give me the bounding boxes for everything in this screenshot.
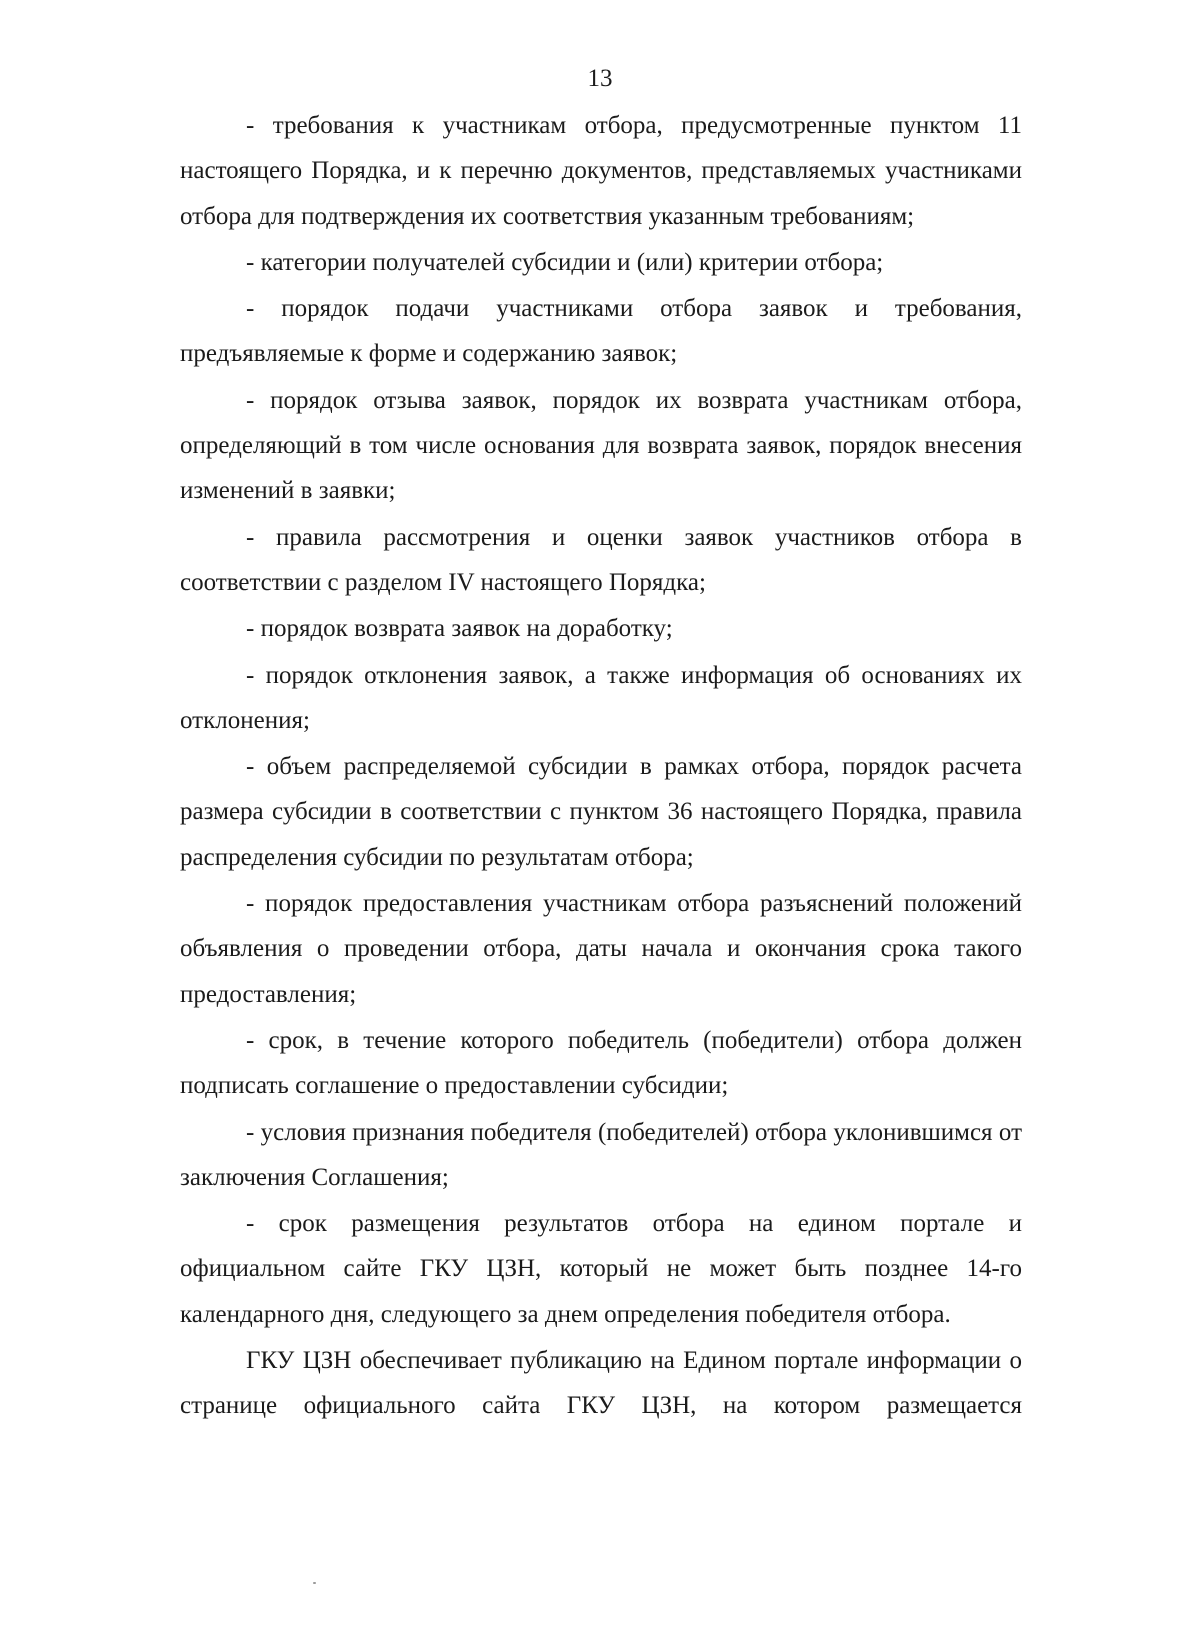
paragraph: ГКУ ЦЗН обеспечивает публикацию на Едином портале информации о странице официального сайта ГКУ ЦЗН, на котором размещается [180, 1347, 1022, 1420]
paragraph: - объем распределяемой субсидии в рамках отбора, порядок расчета размера субсидии в соответствии с пунктом 36 настоящего Порядка, правила распределения субсидии по результатам отбора; [180, 753, 1022, 871]
paragraph: - требования к участникам отбора, предусмотренные пунктом 11 настоящего Порядка, и к перечню документов, представляемых участниками отбора для подтверждения их соответствия указанным требованиям; [180, 112, 1022, 230]
paragraph: - срок размещения результатов отбора на едином портале и официальном сайте ГКУ ЦЗН, который не может быть позднее 14-го календарного дня, следующего за днем определения победителя отбора. [180, 1210, 1022, 1328]
scan-speck [313, 1582, 316, 1584]
page-number: 13 [587, 65, 613, 92]
paragraph: - порядок возврата заявок на доработку; [246, 615, 673, 643]
paragraph: - порядок отзыва заявок, порядок их возврата участникам отбора, определяющий в том числе основания для возврата заявок, порядок внесения изменений в заявки; [180, 386, 1022, 505]
document-body [180, 103, 1022, 1429]
paragraph: - категории получателей субсидии и (или) критерии отбора; [246, 248, 884, 276]
paragraph: - правила рассмотрения и оценки заявок участников отбора в соответствии с разделом IV настоящего Порядка; [180, 523, 1022, 596]
paragraph: - порядок отклонения заявок, а также информация об основаниях их отклонения; [180, 661, 1022, 734]
paragraph: - условия признания победителя (победителей) отбора уклонившимся от заключения Соглашения; [180, 1118, 1022, 1191]
paragraph: - порядок предоставления участникам отбора разъяснений положений объявления о проведении отбора, даты начала и окончания срока такого предоставления; [180, 890, 1022, 1008]
paragraph: - срок, в течение которого победитель (победители) отбора должен подписать соглашение о предоставлении субсидии; [180, 1026, 1022, 1100]
paragraph: - порядок подачи участниками отбора заявок и требования, предъявляемые к форме и содержанию заявок; [180, 295, 1022, 368]
